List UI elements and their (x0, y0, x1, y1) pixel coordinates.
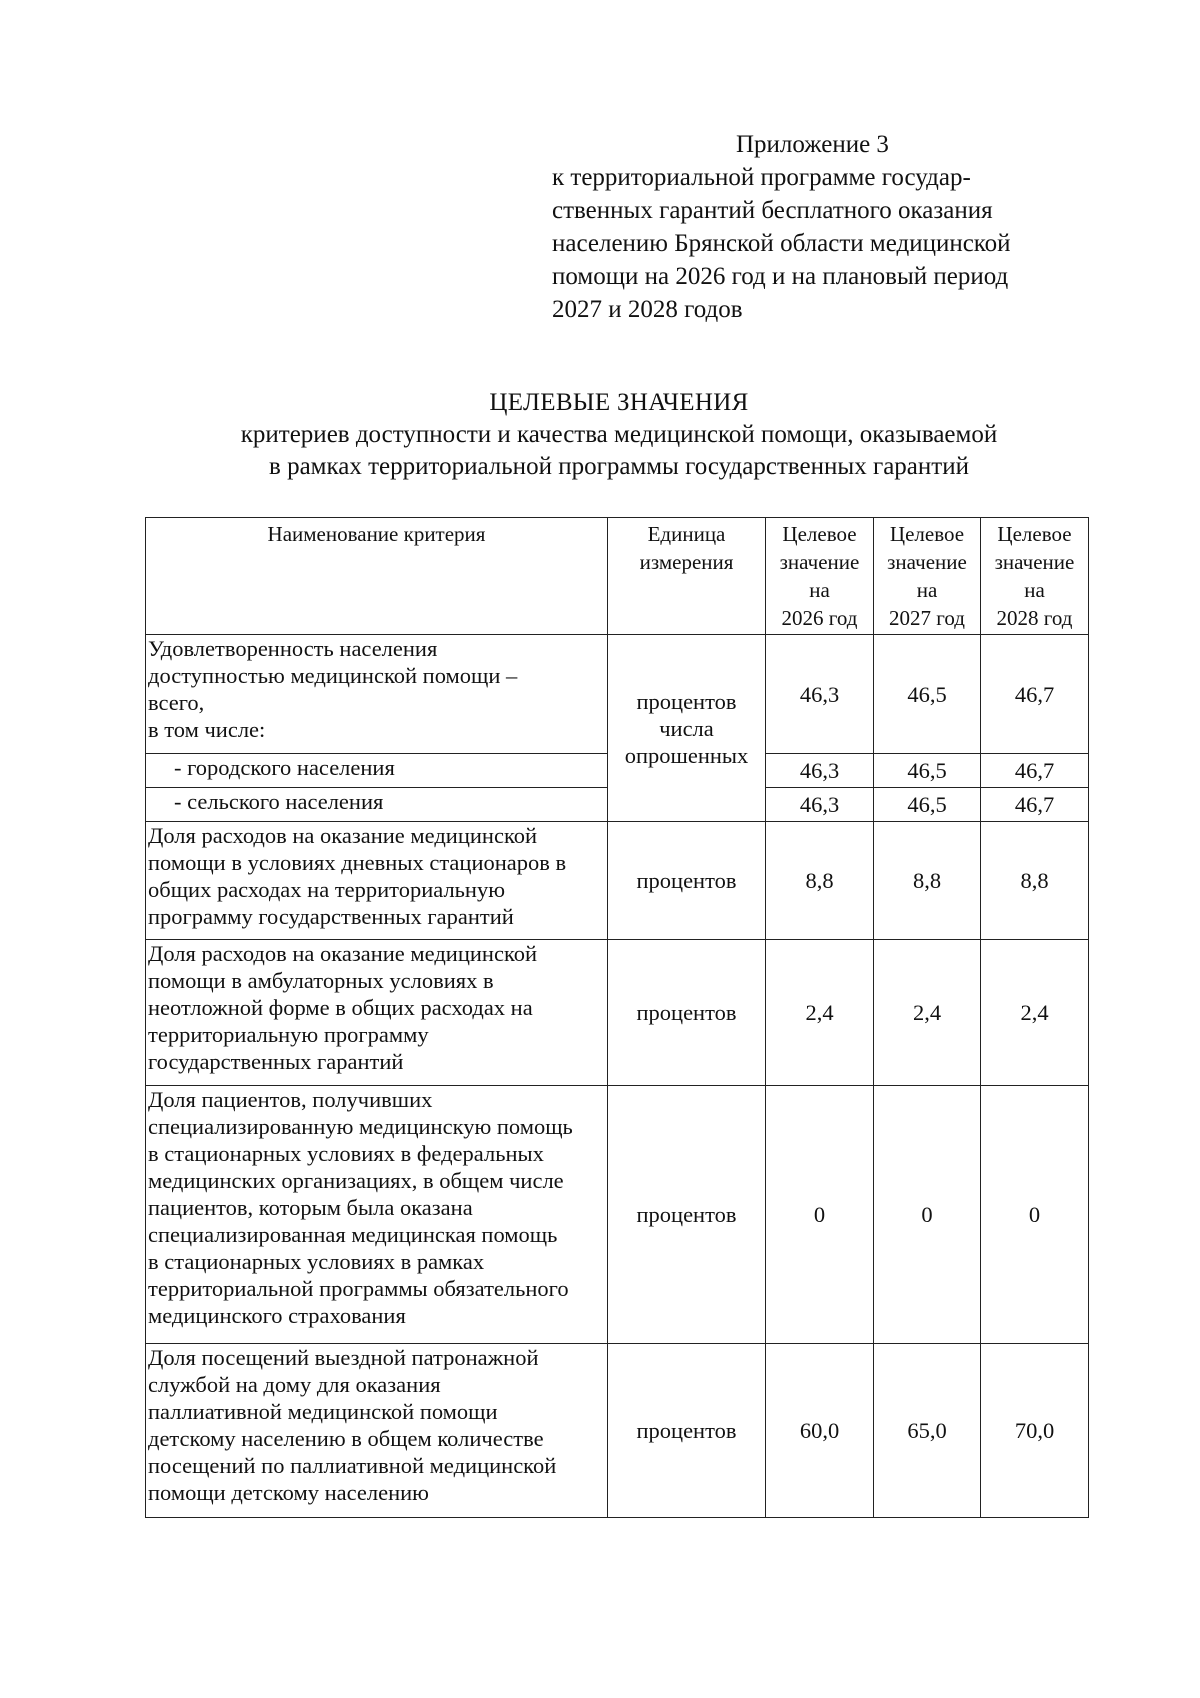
value-2027: 65,0 (874, 1344, 981, 1518)
value-2027: 46,5 (874, 754, 981, 788)
annex-line: ственных гарантий бесплатного оказания (552, 197, 993, 224)
header-unit: Единица измерения (608, 518, 766, 635)
table-header-row (146, 518, 1089, 635)
criterion-name: - сельского населения (146, 788, 608, 822)
criterion-unit: процентов числа опрошенных (608, 635, 766, 822)
annex-line: 2027 и 2028 годов (552, 296, 743, 323)
value-2026: 46,3 (766, 635, 874, 754)
value-2028: 46,7 (981, 788, 1089, 822)
heading-title: ЦЕЛЕВЫЕ ЗНАЧЕНИЯ (489, 389, 749, 416)
value-2026: 2,4 (766, 940, 874, 1086)
table-row (146, 635, 1089, 754)
value-2026: 0 (766, 1086, 874, 1344)
header-name: Наименование критерия (146, 518, 608, 635)
criterion-unit: процентов (608, 822, 766, 940)
value-2028: 46,7 (981, 635, 1089, 754)
criterion-name: Доля пациентов, получивших специализированную медицинскую помощь в стационарных условиях в федеральных медицинских организациях, в общем числе пациентов, которым была оказана специализированная медицинская помощь в стационарных условиях в рамках территориальной программы обязательного медицинского страхования (146, 1086, 608, 1344)
annex-line: помощи на 2026 год и на плановый период (552, 263, 1009, 290)
value-2026: 46,3 (766, 754, 874, 788)
annex-title: Приложение 3 (736, 131, 889, 158)
criteria-table (145, 517, 1089, 1518)
criterion-name: Доля посещений выездной патронажной службой на дому для оказания паллиативной медицинской помощи детскому населению в общем количестве посещений по паллиативной медицинской помощи детскому населению (146, 1344, 608, 1518)
criterion-unit: процентов (608, 1344, 766, 1518)
value-2028: 2,4 (981, 940, 1089, 1086)
criterion-name: - городского населения (146, 754, 608, 788)
criterion-name: Доля расходов на оказание медицинской помощи в условиях дневных стационаров в общих расходах на территориальную программу государственных гарантий (146, 822, 608, 940)
table-row (146, 1344, 1089, 1518)
criterion-unit: процентов (608, 1086, 766, 1344)
value-2026: 8,8 (766, 822, 874, 940)
value-2027: 46,5 (874, 788, 981, 822)
value-2028: 70,0 (981, 1344, 1089, 1518)
value-2026: 60,0 (766, 1344, 874, 1518)
table-row (146, 940, 1089, 1086)
heading-subtitle-line: критериев доступности и качества медицинской помощи, оказываемой (240, 421, 998, 448)
table-row (146, 822, 1089, 940)
annex-line: к территориальной программе государ- (552, 164, 971, 191)
value-2027: 0 (874, 1086, 981, 1344)
value-2026: 46,3 (766, 788, 874, 822)
heading-subtitle-line: в рамках территориальной программы государственных гарантий (269, 453, 969, 480)
value-2028: 0 (981, 1086, 1089, 1344)
criterion-name: Доля расходов на оказание медицинской помощи в амбулаторных условиях в неотложной форме в общих расходах на территориальную программу государственных гарантий (146, 940, 608, 1086)
header-2027: Целевое значение на 2027 год (874, 518, 981, 635)
header-2026: Целевое значение на 2026 год (766, 518, 874, 635)
criterion-unit: процентов (608, 940, 766, 1086)
value-2028: 46,7 (981, 754, 1089, 788)
value-2027: 8,8 (874, 822, 981, 940)
header-2028: Целевое значение на 2028 год (981, 518, 1089, 635)
annex-line: населению Брянской области медицинской (552, 230, 1011, 257)
annex-block (552, 128, 1092, 326)
document-heading (0, 387, 1200, 483)
value-2027: 2,4 (874, 940, 981, 1086)
criterion-name: Удовлетворенность населения доступностью медицинской помощи – всего, в том числе: (146, 635, 608, 754)
value-2027: 46,5 (874, 635, 981, 754)
table-row (146, 1086, 1089, 1344)
value-2028: 8,8 (981, 822, 1089, 940)
